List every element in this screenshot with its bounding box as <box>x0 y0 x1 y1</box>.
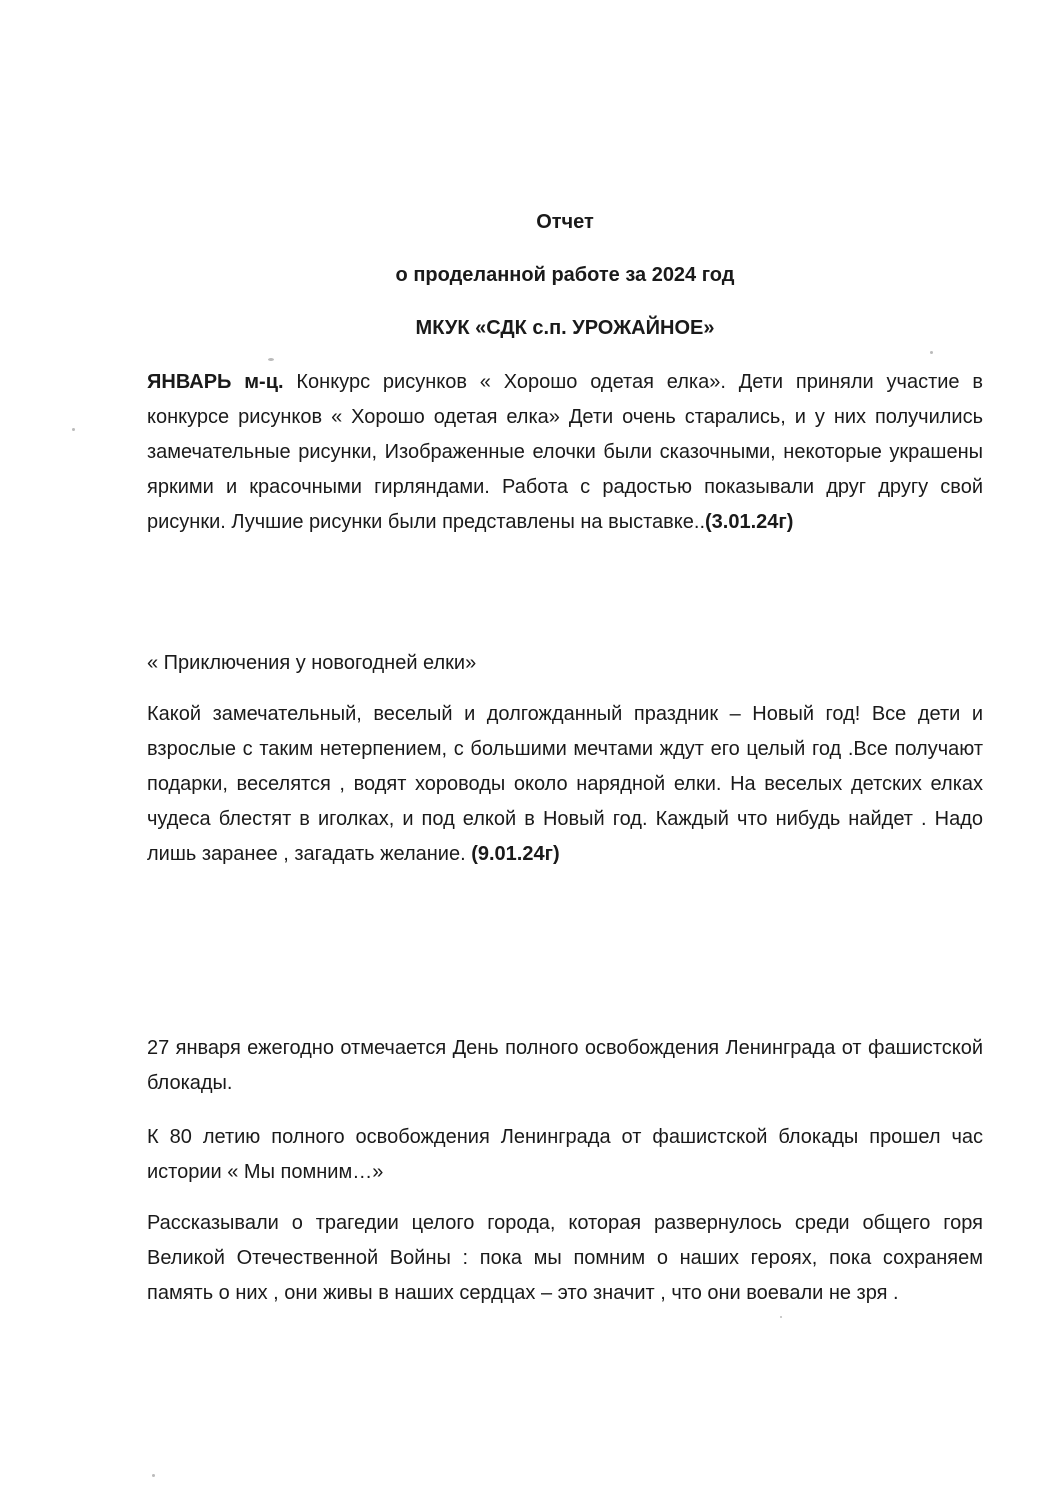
scan-speck <box>268 358 274 361</box>
january-date: (3.01.24г) <box>705 511 794 533</box>
organization-name: МКУК «СДК с.п. УРОЖАЙНОЕ» <box>415 317 715 339</box>
scan-speck <box>780 1316 782 1318</box>
report-subtitle: о проделанной работе за 2024 год <box>395 264 735 286</box>
leningrad-paragraph-3: Рассказывали о трагедии целого города, которая развернулось среди общего горя Великой Отечественной Войны : пока мы помним о наших героях, пока сохраняем память о них , они живы в наших сердцах – это значит , что они воевали не зря . <box>147 1212 983 1304</box>
report-title: Отчет <box>536 211 594 233</box>
adventures-paragraph <box>147 697 983 872</box>
month-label: ЯНВАРЬ м-ц. <box>147 371 284 393</box>
scan-speck <box>930 351 933 354</box>
scan-speck <box>152 1474 155 1477</box>
leningrad-paragraph-1: 27 января ежегодно отмечается День полного освобождения Ленинграда от фашистской блокады. <box>147 1037 983 1094</box>
january-text: Конкурс рисунков « Хорошо одетая елка». Дети приняли участие в конкурсе рисунков « Хорошо одетая елка» Дети очень старались, и у них получились замечательные рисунки, Изображенные елочки были сказочными, некоторые украшены яркими и красочными гирляндами. Работа с радостью показывали друг другу свой рисунки. Лучшие рисунки были представлены на выставке.. <box>147 371 983 533</box>
adventures-text: Какой замечательный, веселый и долгожданный праздник – Новый год! Все дети и взрослые с таким нетерпением, с большими мечтами ждут его целый год .Все получают подарки, веселятся , водят хороводы около нарядной елки. На веселых детских елках чудеса блестят в иголках, и под елкой в Новый год. Каждый что нибудь найдет . Надо лишь заранее , загадать желание. <box>147 703 983 865</box>
scan-speck <box>72 428 75 431</box>
leningrad-paragraph-2: К 80 летию полного освобождения Ленинграда от фашистской блокады прошел час истории « Мы помним…» <box>147 1126 983 1183</box>
january-paragraph <box>147 365 983 540</box>
adventures-date: (9.01.24г) <box>471 843 560 865</box>
adventures-heading: « Приключения у новогодней елки» <box>147 652 477 674</box>
